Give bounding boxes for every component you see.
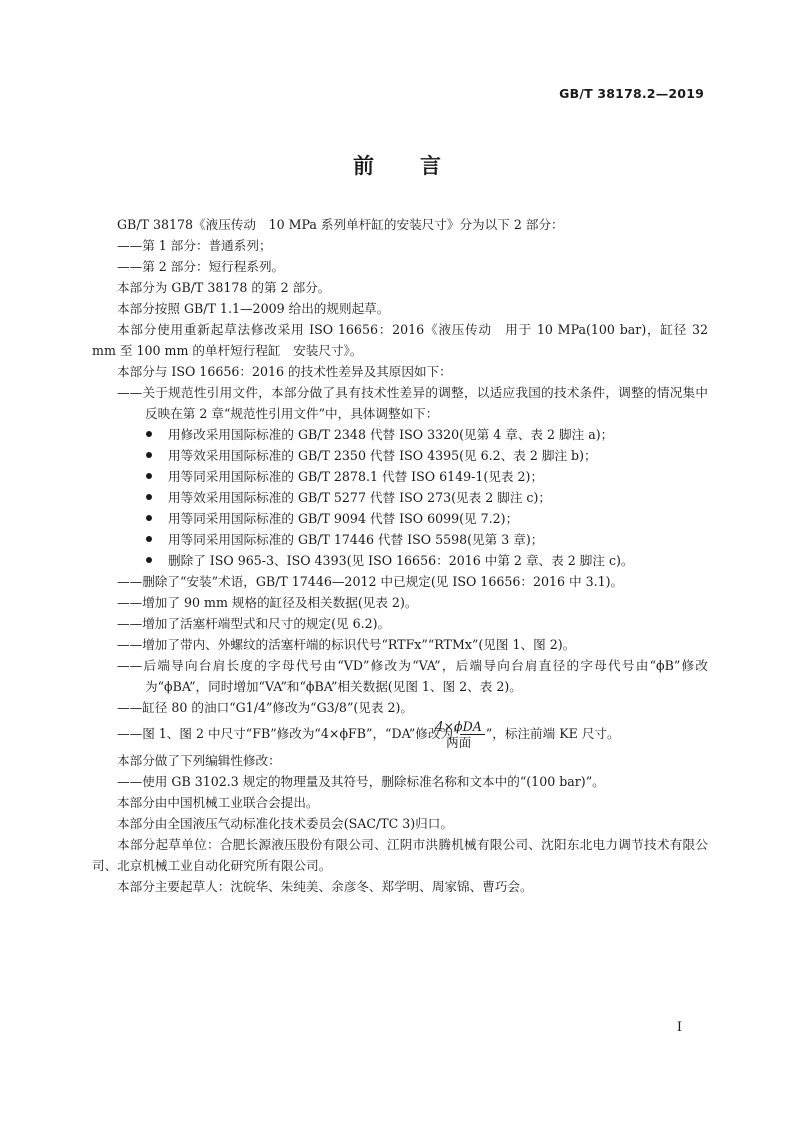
bullet-item (92, 508, 708, 529)
paragraph-part-statement: 本部分为 GB/T 38178 的第 2 部分。 (117, 280, 331, 295)
paragraph-drafting-rules: 本部分按照 GB/T 1.1—2009 给出的规则起草。 (117, 301, 390, 316)
bullet-text: 用等效采用国际标准的 GB/T 5277 代替 ISO 273(见表 2 脚注 c)； (168, 490, 551, 505)
list-item-change: ——删除了“安装”术语，GB/T 17446—2012 中已规定(见 ISO 16656：2016 中 3.1)。 (117, 574, 624, 589)
bullet-dot-icon (146, 494, 152, 500)
fraction (435, 719, 484, 750)
bullet-item (92, 445, 708, 466)
list-item-editorial: ——使用 GB 3102.3 规定的物理量及其符号，删除标准名称和文本中的“(100 bar)”。 (117, 774, 605, 789)
bullet-text: 用等效采用国际标准的 GB/T 2350 代替 ISO 4395(见 6.2、表 2 脚注 b)； (168, 448, 597, 463)
title-char-2: 言 (420, 154, 441, 178)
foreword-body (92, 214, 708, 897)
paragraph-adoption: 本部分使用重新起草法修改采用 ISO 16656：2016《液压传动 用于 10 MPa(100 bar)，缸径 32 mm 至 100 mm 的单杆短行程缸 安装尺寸》。 (92, 322, 708, 358)
paragraph-differences: 本部分与 ISO 16656：2016 的技术性差异及其原因如下： (117, 364, 452, 379)
list-item-change: ——缸径 80 的油口“G1/4”修改为“G3/8”(见表 2)。 (117, 700, 414, 715)
bullet-dot-icon (146, 515, 152, 521)
bullet-text: 删除了 ISO 965-3、ISO 4393(见 ISO 16656：2016 中第 2 章、表 2 脚注 c)。 (168, 553, 634, 568)
list-item-change: ——增加了活塞杆端型式和尺寸的规定(见 6.2)。 (117, 616, 391, 631)
bullet-text: 用等同采用国际标准的 GB/T 2878.1 代替 ISO 6149-1(见表 2)； (168, 469, 544, 484)
list-item-part-2: ——第 2 部分：短行程系列。 (117, 259, 285, 274)
bullet-item (92, 466, 708, 487)
page-title (0, 150, 794, 180)
page-number: I (676, 1020, 682, 1035)
list-item-change: ——后端导向台肩长度的字母代号由“VD”修改为“VA”，后端导向台肩直径的字母代号由“ϕB”修改为“ϕBA”，同时增加“VA”和“ϕBA”相关数据(见图 1、图 2、表 2)。 (117, 658, 708, 694)
paragraph-proposed-by: 本部分由中国机械工业联合会提出。 (117, 795, 319, 810)
fraction-suffix: ”，标注前端 KE 尺寸。 (485, 726, 620, 741)
bullet-text: 用等同采用国际标准的 GB/T 17446 代替 ISO 5598(见第 3 章)； (168, 532, 544, 547)
bullet-dot-icon (146, 473, 152, 479)
paragraph-drafters: 本部分主要起草人：沈皖华、朱纯美、余彦冬、郑学明、周家锦、曹巧会。 (117, 879, 533, 894)
bullet-item (92, 487, 708, 508)
list-item-normative-refs: ——关于规范性引用文件，本部分做了具有技术性差异的调整，以适应我国的技术条件，调整的情况集中反映在第 2 章“规范性引用文件”中，具体调整如下： (117, 385, 708, 421)
standard-code: GB/T 38178.2—2019 (559, 86, 704, 101)
list-item-change-fraction (92, 718, 708, 750)
bullet-dot-icon (146, 431, 152, 437)
bullet-text: 用等同采用国际标准的 GB/T 9094 代替 ISO 6099(见 7.2)； (168, 511, 519, 526)
bullet-item (92, 529, 708, 550)
list-item-part-1: ——第 1 部分：普通系列； (117, 238, 272, 253)
fraction-denominator: 两面 (446, 735, 472, 750)
bullet-dot-icon (146, 557, 152, 563)
bullet-text: 用修改采用国际标准的 GB/T 2348 代替 ISO 3320(见第 4 章、表 2 脚注 a)； (168, 427, 614, 442)
fraction-prefix: ——图 1、图 2 中尺寸“FB”修改为“4×ϕFB”，“DA”修改为“ (117, 726, 460, 741)
list-item-change: ——增加了带内、外螺纹的活塞杆端的标识代号“RTFx”“RTMx”(见图 1、图 2)。 (117, 637, 576, 652)
list-item-change: ——增加了 90 mm 规格的缸径及相关数据(见表 2)。 (117, 595, 418, 610)
paragraph-drafting-units: 本部分起草单位：合肥长源液压股份有限公司、江阴市洪腾机械有限公司、沈阳东北电力调节技术有限公司、北京机械工业自动化研究所有限公司。 (92, 837, 708, 873)
paragraph-administered-by: 本部分由全国液压气动标准化技术委员会(SAC/TC 3)归口。 (117, 816, 453, 831)
bullet-item (92, 424, 708, 445)
bullet-dot-icon (146, 452, 152, 458)
bullet-item (92, 550, 708, 571)
paragraph-intro: GB/T 38178《液压传动 10 MPa 系列单杆缸的安装尺寸》分为以下 2 部分： (117, 217, 564, 232)
bullet-dot-icon (146, 536, 152, 542)
title-char-1: 前 (353, 154, 374, 178)
paragraph-editorial: 本部分做了下列编辑性修改： (117, 753, 281, 768)
fraction-numerator: 4×ϕDA (460, 719, 484, 735)
